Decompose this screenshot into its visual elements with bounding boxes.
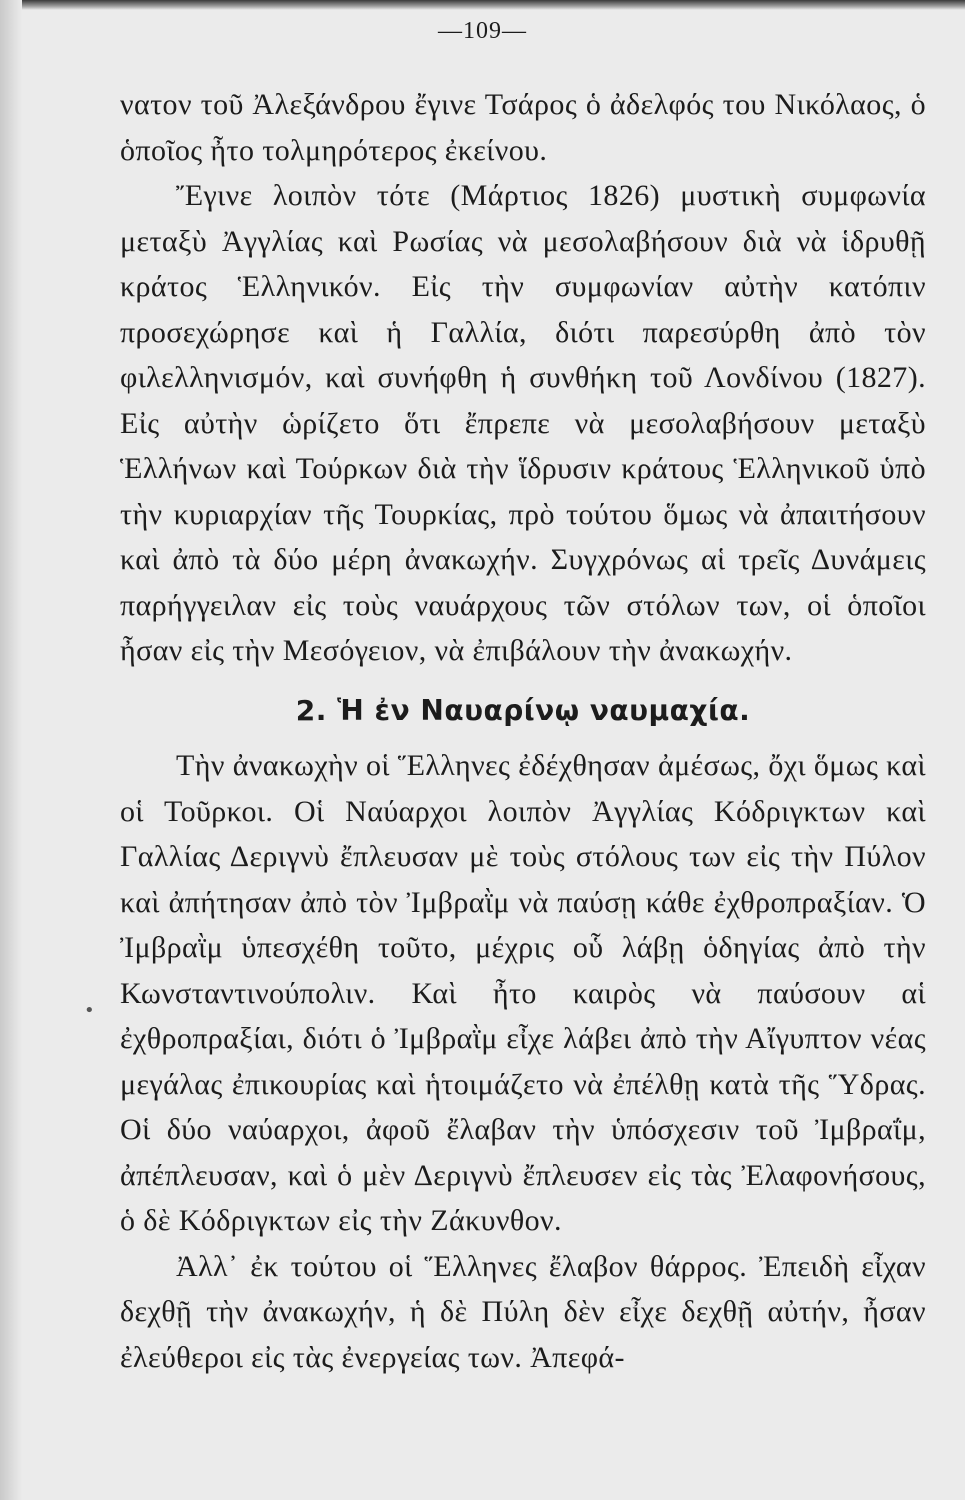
paragraph-secret-agreement: Ἔγινε λοιπὸν τότε (Μάρτιος 1826) μυστικὴ συμφωνία μεταξὺ Ἀγγλίας καὶ Ρωσίας νὰ μεσολαβήσουν διὰ νὰ ἱδρυθῇ κράτος Ἑλληνικόν. Εἰς τὴν συμφωνίαν αὐτὴν κατόπιν προσεχώρησε καὶ ἡ Γαλλία, διότι παρεσύρθη ἀπὸ τὸν φιλελληνισμόν, καὶ συνήφθη ἡ συνθήκη τοῦ Λονδίνου (1827). Εἰς αὐτὴν ὡρίζετο ὅτι ἔπρεπε νὰ μεσολαβήσουν μεταξὺ Ἑλλήνων καὶ Τούρκων διὰ τὴν ἵδρυσιν κράτους Ἑλληνικοῦ ὑπὸ τὴν κυριαρχίαν τῆς Τουρκίας, πρὸ τούτου ὅμως νὰ ἀπαιτήσουν καὶ ἀπὸ τὰ δύο μέρη ἀνακωχήν. Συγχρόνως αἱ τρεῖς Δυνάμεις παρήγγειλαν εἰς τοὺς ναυάρχους τῶν στόλων των, οἱ ὁποῖοι ἦσαν εἰς τὴν Μεσόγειον, νὰ ἐπιβάλουν τὴν ἀνακωχήν. [120, 179, 926, 667]
paragraph-continued: νατον τοῦ Ἀλεξάνδρου ἔγινε Τσάρος ὁ ἀδελφός του Νικόλαος, ὁ ὁποῖος ἦτο τολμηρότερος ἐκείνου. [120, 88, 926, 167]
page-binding-shade [0, 0, 22, 1500]
page-top-edge [0, 0, 965, 10]
page-body [120, 82, 926, 1380]
paragraph-greeks-courage: Ἀλλ᾽ ἐκ τούτου οἱ Ἕλληνες ἔλαβον θάρρος. Ἐπειδὴ εἶχαν δεχθῇ τὴν ἀνακωχήν, ἡ δὲ Πύλη δὲν εἶχε δεχθῇ αὐτήν, ἦσαν ἐλεύθεροι εἰς τὰς ἐνεργείας των. Ἀπεφά- [120, 1249, 926, 1374]
paragraph-armistice: Τὴν ἀνακωχὴν οἱ Ἕλληνες ἐδέχθησαν ἀμέσως, ὄχι ὅμως καὶ οἱ Τοῦρκοι. Οἱ Ναύαρχοι λοιπὸν Ἀγγλίας Κόδριγκτων καὶ Γαλλίας Δεριγνὺ ἔπλευσαν μὲ τοὺς στόλους των εἰς τὴν Πύλον καὶ ἀπήτησαν ἀπὸ τὸν Ἰμβραῒμ νὰ παύσῃ κάθε ἐχθροπραξίαν. Ὁ Ἰμβραῒμ ὑπεσχέθη τοῦτο, μέχρις οὗ λάβῃ ὁδηγίας ἀπὸ τὴν Κωνσταντινούπολιν. Καὶ ἦτο καιρὸς νὰ παύσουν αἱ ἐχθροπραξίαι, διότι ὁ Ἰμβραῒμ εἶχε λάβει ἀπὸ τὴν Αἴγυπτον νέας μεγάλας ἐπικουρίας καὶ ἡτοιμάζετο νὰ ἐπέλθῃ κατὰ τῆς Ὕδρας. Οἱ δύο ναύαρχοι, ἀφοῦ ἔλαβαν τὴν ὑπόσχεσιν τοῦ Ἰμβραΐμ, ἀπέπλευσαν, καὶ ὁ μὲν Δεριγνὺ ἔπλευσεν εἰς τὰς Ἐλαφονήσους, ὁ δὲ Κόδριγκτων εἰς τὴν Ζάκυνθον. [120, 749, 926, 1237]
page-number: —109— [438, 18, 527, 44]
margin-dot-mark: • [84, 1000, 95, 1021]
section-heading: 2. Ἡ ἐν Ναυαρίνῳ ναυμαχία. [295, 693, 751, 727]
